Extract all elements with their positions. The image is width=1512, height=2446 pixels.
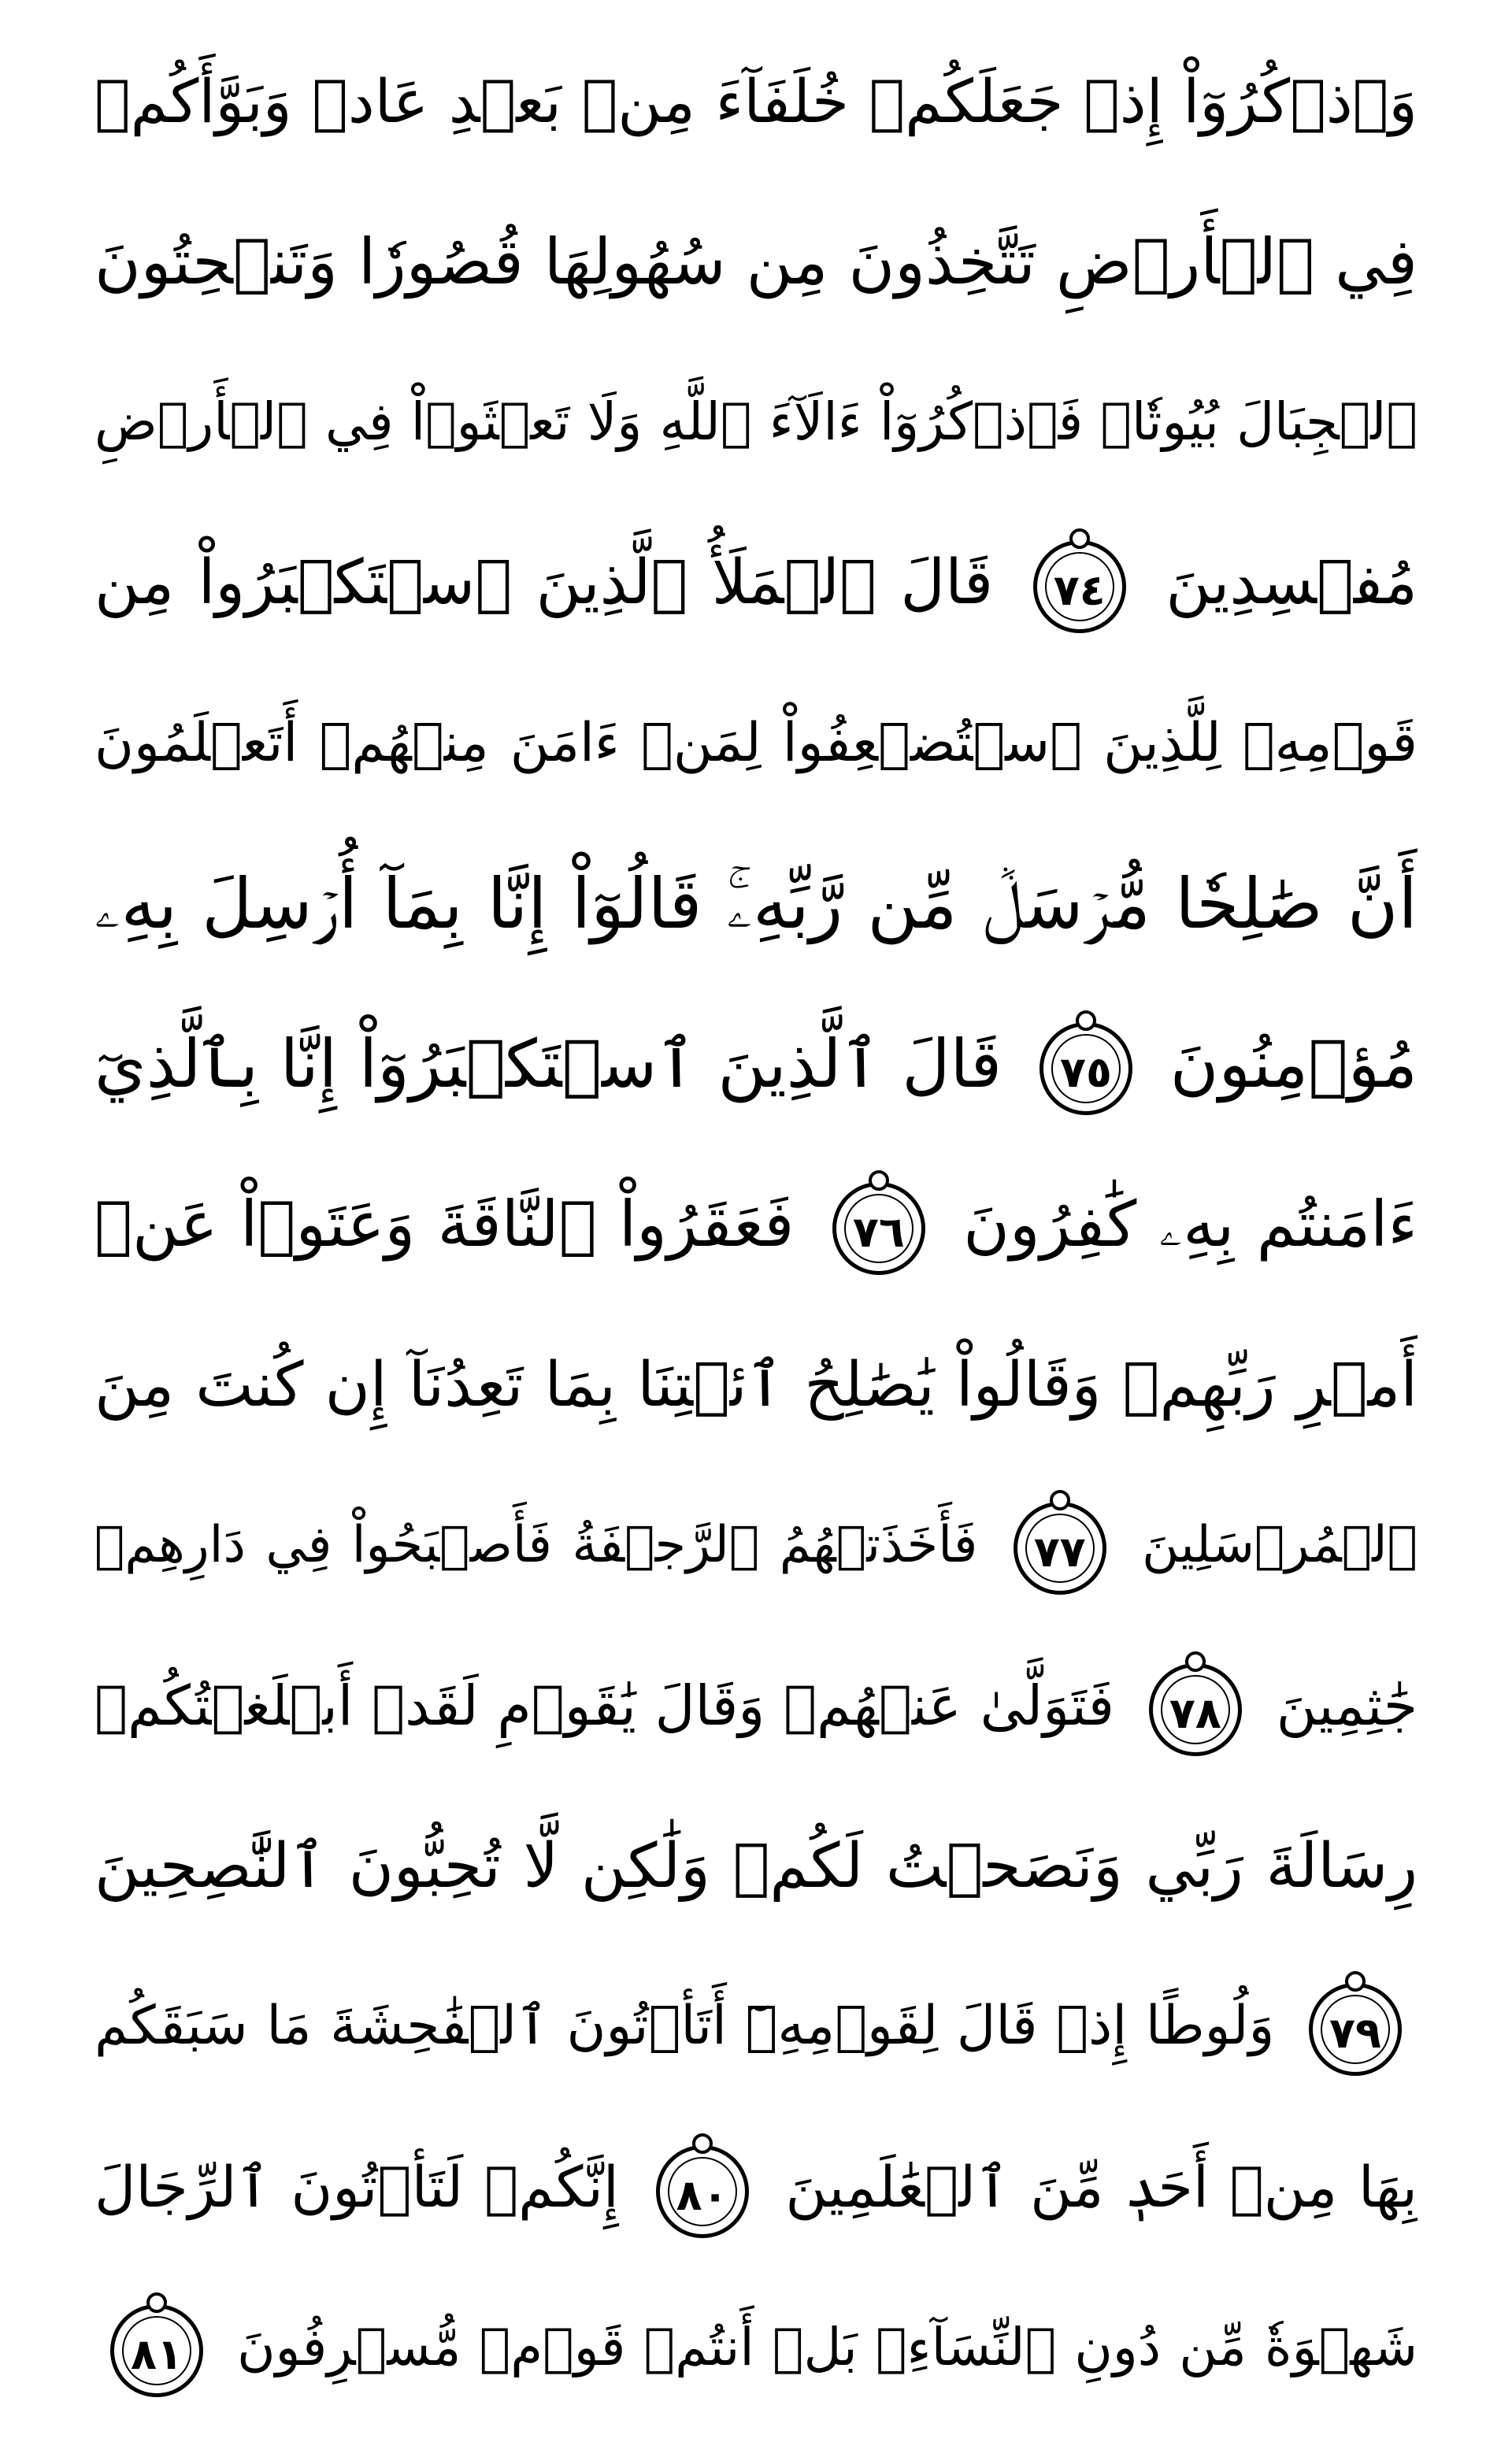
ayah-number-marker: ٨١ [110,2304,203,2397]
verse-text: مُفۡسِدِينَ [1166,547,1418,619]
ayah-number-marker: ٧٧ [1014,1502,1106,1595]
verse-line-1 [94,32,1418,172]
verse-line-4 [94,513,1418,653]
verse-text: فِي ٱلۡأَرۡضِ تَتَّخِذُونَ مِن سُهُولِهَا قُصُورٗا وَتَنۡحِتُونَ [94,224,1418,298]
verse-text: فَعَقَرُواْ ٱلنَّاقَةَ وَعَتَوۡاْ عَنۡ [94,1187,795,1261]
verse-line-13 [94,1956,1418,2096]
verse-text: فَتَوَلَّىٰ عَنۡهُمۡ وَقَالَ يَٰقَوۡمِ لَقَدۡ أَبۡلَغۡتُكُمۡ [94,1673,1114,1739]
verse-line-3 [94,352,1418,492]
verse-text: شَهۡوَةٗ مِّن دُونِ ٱلنِّسَآءِۚ بَلۡ أَنتُمۡ قَوۡمٞ مُّسۡرِفُونَ [237,2316,1418,2377]
ayah-number-marker: ٧٥ [1040,1022,1132,1115]
verse-line-14 [94,2117,1418,2257]
ayah-number-marker: ٧٤ [1033,540,1126,633]
ayah-number-marker: ٧٨ [1149,1663,1242,1756]
verse-line-11 [94,1636,1418,1776]
verse-text: فَأَخَذَتۡهُمُ ٱلرَّجۡفَةُ فَأَصۡبَحُواْ فِي دَارِهِمۡ [94,1516,978,1575]
ayah-number-marker: ٨٠ [656,2145,749,2238]
verse-line-12 [94,1796,1418,1936]
verse-text: قَالَ ٱلۡمَلَأُ ٱلَّذِينَ ٱسۡتَكۡبَرُواْ مِن [94,547,994,619]
verse-text: مُؤۡمِنُونَ [1169,1025,1418,1103]
verse-text: بِهَا مِنۡ أَحَدٖ مِّنَ ٱلۡعَٰلَمِينَ [785,2154,1418,2221]
verse-text: وَلُوطًا إِذۡ قَالَ لِقَوۡمِهِۦٓ أَتَأۡتُونَ ٱلۡفَٰحِشَةَ مَا سَبَقَكُم [94,1995,1275,2058]
verse-text: أَمۡرِ رَبِّهِمۡ وَقَالُواْ يَٰصَٰلِحُ ٱئۡتِنَا بِمَا تَعِدُنَآ إِن كُنتَ مِنَ [94,1349,1418,1421]
verse-text: أَنَّ صَٰلِحٗا مُّرۡسَلٞ مِّن رَّبِّهِۦۚ قَالُوٓاْ إِنَّا بِمَآ أُرۡسِلَ بِهِۦ [94,862,1418,944]
ayah-number-marker: ٧٦ [832,1182,925,1275]
verse-text: ٱلۡمُرۡسَلِينَ [1142,1516,1418,1575]
verse-text: رِسَالَةَ رَبِّي وَنَصَحۡتُ لَكُمۡ وَلَٰكِن لَّا تُحِبُّونَ ٱلنَّٰصِحِينَ [94,1830,1418,1902]
verse-line-10 [94,1475,1418,1615]
verse-line-7 [94,994,1418,1134]
verse-line-6 [94,834,1418,974]
verse-text: وَٱذۡكُرُوٓاْ إِذۡ جَعَلَكُمۡ خُلَفَآءَ مِنۢ بَعۡدِ عَادٖ وَبَوَّأَكُمۡ [94,66,1418,136]
verse-text: ءَامَنتُم بِهِۦ كَٰفِرُونَ [963,1187,1418,1261]
verse-text: جَٰثِمِينَ [1276,1673,1418,1739]
verse-line-5 [94,673,1418,813]
verse-line-15 [94,2277,1418,2418]
verse-text: قَالَ ٱلَّذِينَ ٱسۡتَكۡبَرُوٓاْ إِنَّا بِٱلَّذِيٓ [94,1025,1002,1103]
verse-text: إِنَّكُمۡ لَتَأۡتُونَ ٱلرِّجَالَ [94,2154,619,2221]
ayah-number-marker: ٧٩ [1309,1983,1402,2076]
verse-text: قَوۡمِهِۦ لِلَّذِينَ ٱسۡتُضۡعِفُواْ لِمَنۡ ءَامَنَ مِنۡهُمۡ أَتَعۡلَمُونَ [94,711,1418,774]
verse-line-8 [94,1154,1418,1295]
verse-line-2 [94,192,1418,332]
verse-text: ٱلۡجِبَالَ بُيُوتٗاۖ فَٱذۡكُرُوٓاْ ءَالَآءَ ٱللَّهِ وَلَا تَعۡثَوۡاْ فِي ٱلۡأَرۡضِ [94,391,1418,453]
mushaf-page [94,32,1418,2418]
verse-line-9 [94,1315,1418,1455]
